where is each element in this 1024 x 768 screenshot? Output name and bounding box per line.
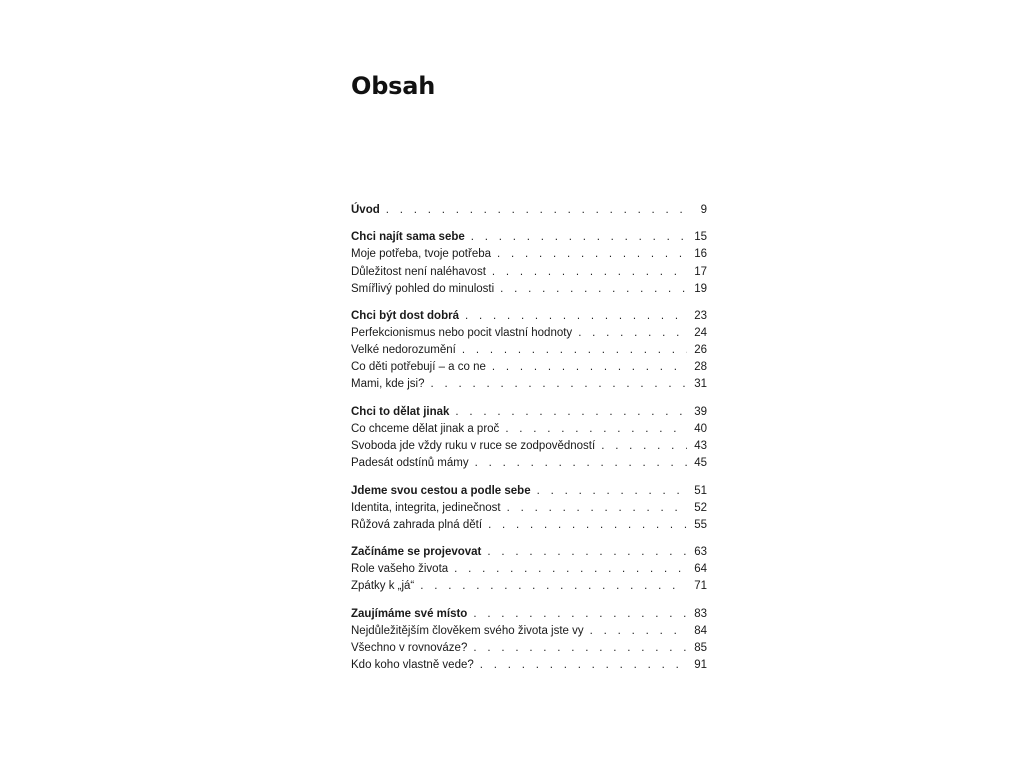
toc-chapter-entry bbox=[351, 404, 707, 421]
toc-page-number: 40 bbox=[694, 422, 707, 435]
toc-subchapter-entry bbox=[351, 500, 707, 517]
toc-dot-leader bbox=[386, 202, 687, 219]
toc-page-number: 52 bbox=[694, 501, 707, 514]
toc-page-number: 85 bbox=[694, 641, 707, 654]
toc-page-number: 63 bbox=[694, 546, 707, 559]
toc-chapter-entry bbox=[351, 202, 707, 219]
page-title: Obsah bbox=[351, 72, 436, 100]
toc-dot-leader bbox=[488, 517, 687, 534]
toc-page-number: 64 bbox=[694, 563, 707, 576]
toc-dot-leader bbox=[471, 229, 687, 246]
toc-entry-title: Smířlivý pohled do minulosti bbox=[351, 282, 495, 295]
toc-page-number: 51 bbox=[694, 484, 707, 497]
toc-entry-title: Úvod bbox=[351, 204, 380, 216]
toc-entry-title: Všechno v rovnováze? bbox=[351, 641, 468, 654]
toc-section bbox=[351, 483, 707, 534]
toc-subchapter-entry bbox=[351, 438, 707, 455]
toc-subchapter-entry bbox=[351, 455, 707, 472]
toc-entry-title: Nejdůležitějším člověkem svého života jste vy bbox=[351, 624, 584, 637]
toc-dot-leader bbox=[473, 640, 687, 657]
toc-page-number: 39 bbox=[694, 405, 707, 418]
toc-page-number: 28 bbox=[694, 361, 707, 374]
toc-section bbox=[351, 606, 707, 674]
toc-chapter-entry bbox=[351, 544, 707, 561]
toc-dot-leader bbox=[455, 404, 687, 421]
toc-page-number: 19 bbox=[694, 282, 707, 295]
toc-section bbox=[351, 202, 707, 219]
toc-entry-title: Moje potřeba, tvoje potřeba bbox=[351, 248, 492, 261]
toc-entry-title: Perfekcionismus nebo pocit vlastní hodnoty bbox=[351, 327, 573, 340]
toc-entry-title: Zaujímáme své místo bbox=[351, 607, 468, 620]
toc-dot-leader bbox=[480, 657, 687, 674]
toc-subchapter-entry bbox=[351, 342, 707, 359]
toc-dot-leader bbox=[473, 606, 687, 623]
toc-dot-leader bbox=[465, 308, 687, 325]
toc-entry-title: Jdeme svou cestou a podle sebe bbox=[351, 484, 531, 497]
toc-dot-leader bbox=[497, 246, 687, 263]
toc-subchapter-entry bbox=[351, 640, 707, 657]
toc-entry-title: Padesát odstínů mámy bbox=[351, 457, 469, 470]
toc-dot-leader bbox=[462, 342, 687, 359]
toc-entry-title: Svoboda jde vždy ruku v ruce se zodpovědností bbox=[351, 440, 596, 453]
toc-section bbox=[351, 544, 707, 595]
toc-subchapter-entry bbox=[351, 578, 707, 595]
toc-subchapter-entry bbox=[351, 246, 707, 263]
toc-entry-title: Chci být dost dobrá bbox=[351, 310, 459, 323]
toc-page-number: 17 bbox=[694, 265, 707, 278]
toc-dot-leader bbox=[492, 359, 687, 376]
toc-entry-title: Kdo koho vlastně vede? bbox=[351, 658, 474, 671]
toc-subchapter-entry bbox=[351, 657, 707, 674]
toc-page-number: 24 bbox=[694, 327, 707, 340]
toc-entry-title: Začínáme se projevovat bbox=[351, 546, 482, 559]
toc-entry-title: Role vašeho života bbox=[351, 563, 449, 576]
toc-dot-leader bbox=[487, 544, 687, 561]
toc-dot-leader bbox=[500, 281, 687, 298]
toc-entry-title: Chci najít sama sebe bbox=[351, 231, 465, 244]
toc-subchapter-entry bbox=[351, 281, 707, 298]
toc-dot-leader bbox=[578, 325, 687, 342]
toc-dot-leader bbox=[492, 264, 687, 281]
toc-dot-leader bbox=[537, 483, 687, 500]
toc-section bbox=[351, 404, 707, 472]
toc-entry-title: Důležitost není naléhavost bbox=[351, 265, 486, 278]
toc-dot-leader bbox=[420, 578, 687, 595]
toc-dot-leader bbox=[505, 421, 687, 438]
toc-entry-title: Identita, integrita, jedinečnost bbox=[351, 501, 501, 514]
toc-entry-title: Zpátky k „já“ bbox=[351, 580, 415, 593]
toc-entry-title: Chci to dělat jinak bbox=[351, 405, 450, 418]
toc-dot-leader bbox=[454, 561, 687, 578]
toc-section bbox=[351, 308, 707, 393]
toc-entry-title: Růžová zahrada plná dětí bbox=[351, 518, 483, 531]
toc-page-number: 15 bbox=[694, 231, 707, 244]
toc-entry-title: Mami, kde jsi? bbox=[351, 378, 425, 391]
toc-entry-title: Velké nedorozumění bbox=[351, 344, 456, 357]
toc-section bbox=[351, 229, 707, 297]
toc-dot-leader bbox=[601, 438, 687, 455]
toc-page-number: 23 bbox=[694, 310, 707, 323]
toc-subchapter-entry bbox=[351, 359, 707, 376]
toc-page-number: 91 bbox=[694, 658, 707, 671]
toc-chapter-entry bbox=[351, 308, 707, 325]
toc-page-number: 9 bbox=[700, 204, 707, 216]
toc-chapter-entry bbox=[351, 606, 707, 623]
toc-dot-leader bbox=[431, 376, 688, 393]
toc-chapter-entry bbox=[351, 483, 707, 500]
table-of-contents bbox=[351, 202, 707, 684]
toc-dot-leader bbox=[507, 500, 687, 517]
toc-entry-title: Co děti potřebují – a co ne bbox=[351, 361, 486, 374]
toc-page-number: 43 bbox=[694, 440, 707, 453]
toc-page-number: 71 bbox=[694, 580, 707, 593]
toc-subchapter-entry bbox=[351, 421, 707, 438]
toc-entry-title: Co chceme dělat jinak a proč bbox=[351, 422, 500, 435]
toc-subchapter-entry bbox=[351, 517, 707, 534]
toc-subchapter-entry bbox=[351, 264, 707, 281]
toc-subchapter-entry bbox=[351, 561, 707, 578]
toc-page-number: 31 bbox=[694, 378, 707, 391]
toc-dot-leader bbox=[475, 455, 687, 472]
toc-page-number: 16 bbox=[694, 248, 707, 261]
toc-dot-leader bbox=[590, 623, 687, 640]
toc-page-number: 26 bbox=[694, 344, 707, 357]
toc-subchapter-entry bbox=[351, 325, 707, 342]
toc-page-number: 45 bbox=[694, 457, 707, 470]
toc-page-number: 84 bbox=[694, 624, 707, 637]
toc-subchapter-entry bbox=[351, 623, 707, 640]
toc-subchapter-entry bbox=[351, 376, 707, 393]
toc-chapter-entry bbox=[351, 229, 707, 246]
toc-page-number: 55 bbox=[694, 518, 707, 531]
toc-page-number: 83 bbox=[694, 607, 707, 620]
